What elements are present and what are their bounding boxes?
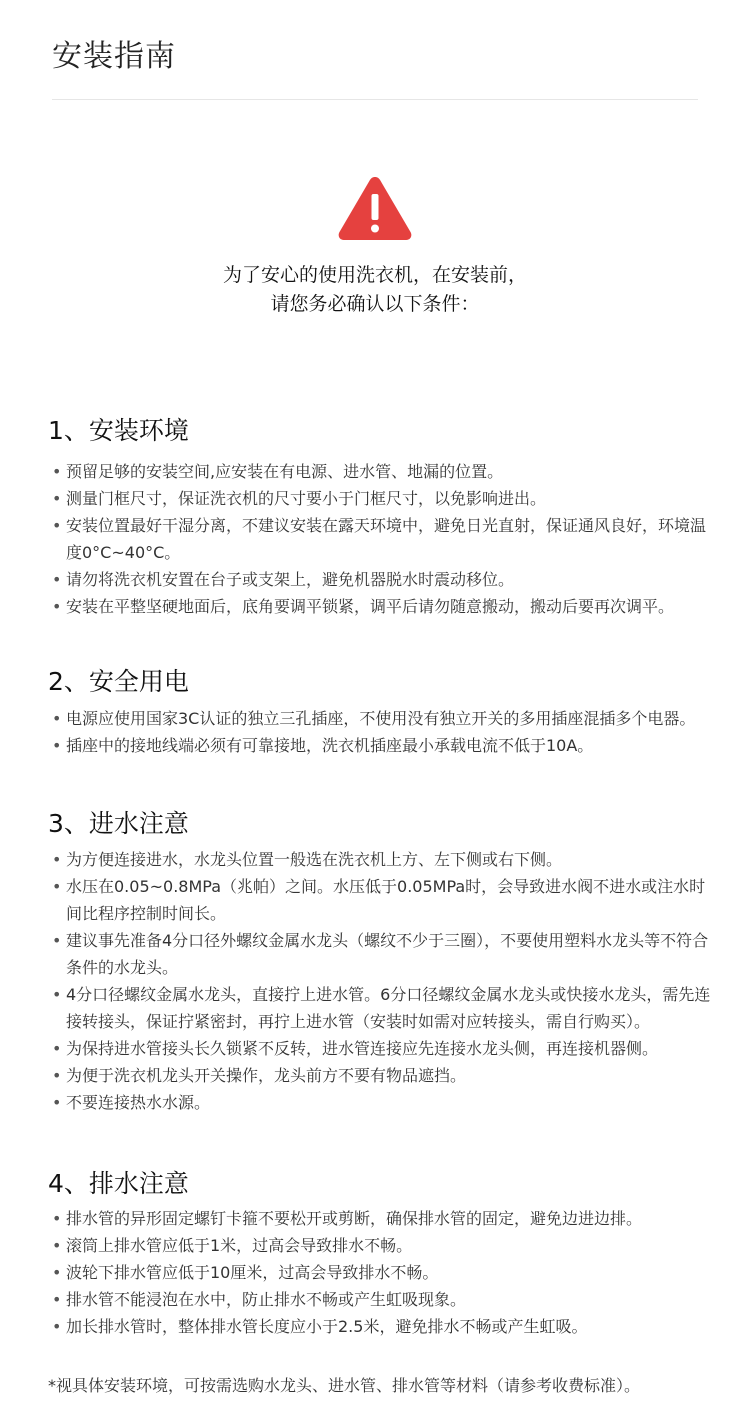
bullet-icon: • [52, 985, 62, 1004]
warning-triangle-icon [337, 174, 413, 242]
bullet-icon: • [52, 736, 62, 755]
bullet-icon: • [52, 1290, 62, 1309]
bullet-icon: • [52, 489, 62, 508]
bullet-icon: • [52, 1209, 62, 1228]
list-item: • 安装位置最好干湿分离，不建议安装在露天环境中，避免日光直射，保证通风良好，环境温度0°C~40°C。 [0, 512, 750, 566]
section-title: 3、进水注意 [48, 809, 189, 838]
bullet-icon: • [52, 1236, 62, 1255]
section-electrical-safety [0, 662, 750, 759]
bullet-icon: • [52, 709, 62, 728]
list-item: • 不要连接热水水源。 [0, 1089, 750, 1116]
section-drainage [0, 1164, 750, 1340]
list-item: • 电源应使用国家3C认证的独立三孔插座，不使用没有独立开关的多用插座混插多个电器。 [0, 705, 750, 732]
warning-line-1: 为了安心的使用洗衣机，在安装前， [222, 264, 527, 286]
list-item: • 预留足够的安装空间,应安装在有电源、进水管、地漏的位置。 [0, 458, 750, 485]
list-item: • 排水管不能浸泡在水中，防止排水不畅或产生虹吸现象。 [0, 1286, 750, 1313]
section-title: 2、安全用电 [48, 667, 189, 696]
section-install-environment [0, 411, 750, 620]
footnote: *视具体安装环境，可按需选购水龙头、进水管、排水管等材料（请参考收费标准）。 [48, 1376, 641, 1395]
section-title: 1、安装环境 [48, 416, 189, 445]
list-item: • 加长排水管时，整体排水管长度应小于2.5米，避免排水不畅或产生虹吸。 [0, 1313, 750, 1340]
list-item: • 4分口径螺纹金属水龙头，直接拧上进水管。6分口径螺纹金属水龙头或快接水龙头，需先连接转接头，保证拧紧密封，再拧上进水管（安装时如需对应转接头，需自行购买）。 [0, 981, 750, 1035]
title-divider [52, 99, 698, 100]
bullet-icon: • [52, 462, 62, 481]
bullet-icon: • [52, 1066, 62, 1085]
bullet-icon: • [52, 516, 62, 535]
list-item: • 水压在0.05~0.8MPa（兆帕）之间。水压低于0.05MPa时，会导致进水阀不进水或注水时间比程序控制时间长。 [0, 873, 750, 927]
warning-line-2: 请您务必确认以下条件： [270, 293, 480, 315]
list-item: • 请勿将洗衣机安置在台子或支架上，避免机器脱水时震动移位。 [0, 566, 750, 593]
list-item: • 为保持进水管接头长久锁紧不反转，进水管连接应先连接水龙头侧，再连接机器侧。 [0, 1035, 750, 1062]
section-title: 4、排水注意 [48, 1169, 189, 1198]
bullet-icon: • [52, 1263, 62, 1282]
bullet-icon: • [52, 1317, 62, 1336]
list-item: • 建议事先准备4分口径外螺纹金属水龙头（螺纹不少于三圈），不要使用塑料水龙头等不符合条件的水龙头。 [0, 927, 750, 981]
list-item: • 插座中的接地线端必须有可靠接地，洗衣机插座最小承载电流不低于10A。 [0, 732, 750, 759]
list-item: • 波轮下排水管应低于10厘米，过高会导致排水不畅。 [0, 1259, 750, 1286]
bullet-icon: • [52, 1093, 62, 1112]
list-item: • 排水管的异形固定螺钉卡箍不要松开或剪断，确保排水管的固定，避免边进边排。 [0, 1205, 750, 1232]
bullet-icon: • [52, 850, 62, 869]
list-item: • 安装在平整坚硬地面后，底角要调平锁紧，调平后请勿随意搬动，搬动后要再次调平。 [0, 593, 750, 620]
list-item: • 为方便连接进水，水龙头位置一般选在洗衣机上方、左下侧或右下侧。 [0, 846, 750, 873]
section-water-inlet [0, 804, 750, 1116]
page-title: 安装指南 [52, 39, 176, 74]
list-item: • 测量门框尺寸，保证洗衣机的尺寸要小于门框尺寸，以免影响进出。 [0, 485, 750, 512]
bullet-icon: • [52, 597, 62, 616]
bullet-icon: • [52, 570, 62, 589]
list-item: • 滚筒上排水管应低于1米，过高会导致排水不畅。 [0, 1232, 750, 1259]
bullet-icon: • [52, 1039, 62, 1058]
list-item: • 为便于洗衣机龙头开关操作，龙头前方不要有物品遮挡。 [0, 1062, 750, 1089]
bullet-icon: • [52, 931, 62, 950]
bullet-icon: • [52, 877, 62, 896]
